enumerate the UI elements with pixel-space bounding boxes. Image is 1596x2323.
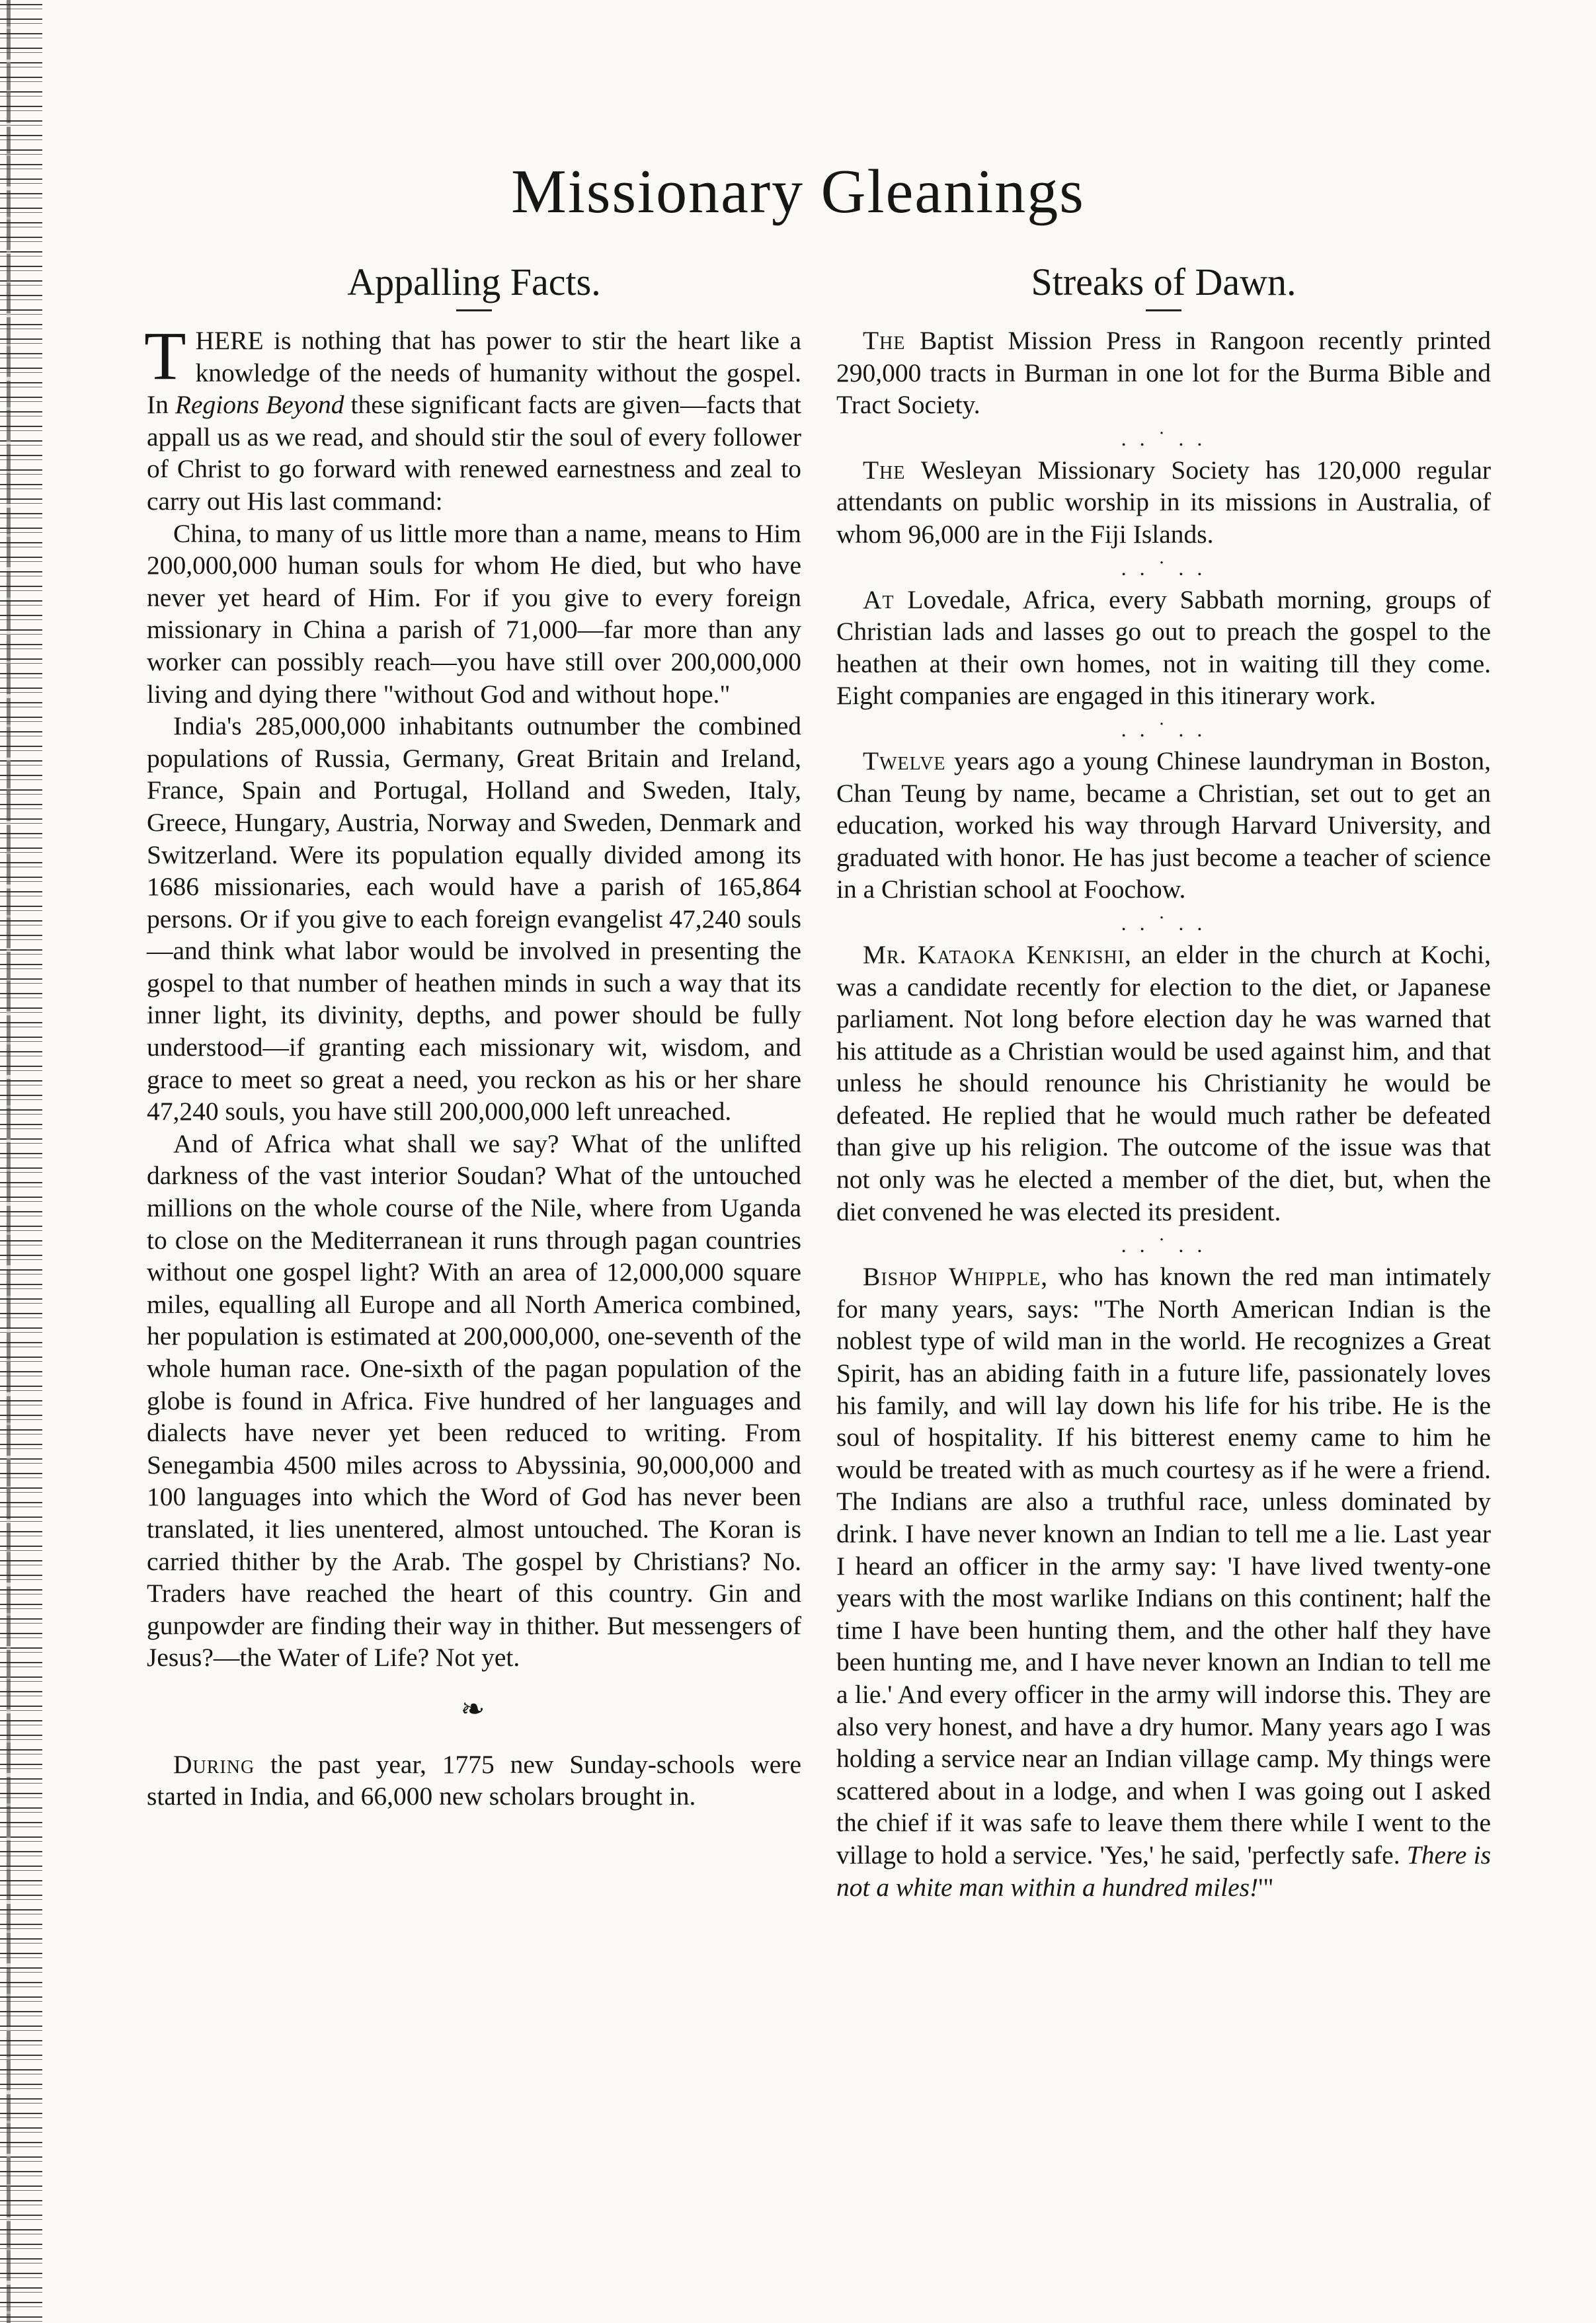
lead-word: Mr. Kataoka Kenkishi bbox=[863, 939, 1125, 969]
separator-dots: . . ˙ . . bbox=[1121, 1233, 1207, 1257]
separator-dots: . . ˙ . . bbox=[1121, 426, 1207, 450]
page-title: Missionary Gleanings bbox=[511, 157, 1085, 226]
paragraph-africa: And of Africa what shall we say? What of the unlifted darkness of the vast interior Soudan? What of the untouched millions on the whole course of the Nile, where from Uganda to close on the Mediterranean it runs through pagan countries without one gospel light? With an area of 12,000,000 square miles, equalling all Europe and all North America combined, her population is estimated at 200,000,000, one-seventh of the whole human race. One-sixth of the pagan population of the globe is found in Africa. Five hundred of her languages and dialects have never yet been reduced to writing. From Senegambia 4500 miles across to Abyssinia, 90,000,000 and 100 languages into which the Word of God has never been translated, it lies unentered, almost untouched. The Koran is carried thither by the Arab. The gospel by Christians? No. Traders have reached the heart of this country. Gin and gunpowder are finding their way in thither. But messengers of Jesus?—the Water of Life? Not yet. bbox=[147, 1128, 801, 1673]
separator-dots: . . ˙ . . bbox=[1121, 910, 1207, 935]
whipple-italic: There is not a white man within a hundred miles! bbox=[836, 1840, 1491, 1902]
lovedale-text: Lovedale, Africa, every Sabbath morning, groups of Christian lads and lasses go out to preach the gospel to the heathen at their own homes, not in waiting till they come. Eight companies are engaged in this itinerary work. bbox=[836, 584, 1491, 711]
paragraph-chan-teung bbox=[836, 745, 1491, 906]
rangoon-text: Baptist Mission Press in Rangoon recently printed 290,000 tracts in Burman in one lot for the Burma Bible and Tract Society. bbox=[836, 326, 1491, 420]
paragraph-kataoka bbox=[836, 939, 1491, 1228]
paragraph-intro bbox=[144, 318, 802, 518]
heading-rule bbox=[1146, 309, 1181, 311]
intro-italic: Regions Beyond bbox=[175, 390, 344, 420]
sunday-schools-text: the past year, 1775 new Sunday-schools were started in India, and 66,000 new scholars brought in. bbox=[147, 1749, 801, 1811]
wesleyan-text: Wesleyan Missionary Society has 120,000 regular attendants on public worship in its missions in Australia, of whom 96,000 are in the Fiji Islands. bbox=[836, 455, 1491, 549]
whipple-text: , who has known the red man intimately for many years, says: "The North American Indian is the noblest type of wild man in the world. He recognizes a Great Spirit, has an abiding faith in a future life, passionately loves his family, and will lay down his life for his tribe. He is the soul of hospitality. If his bitterest enemy came to him he would be treated with as much courtesy as if he were a friend. The Indians are also a truthful race, unless dominated by drink. I have never known an Indian to tell me a lie. Last year I heard an officer in the army say: 'I have lived twenty-one years with the most warlike Indians on this continent; half the time I have been hunting them, and the other half they have been hunting me, and I have never known an Indian to tell me a lie.' And every officer in the army will indorse this. They are also very honest, and have a dry humor. Many years ago I was holding a service near an Indian village camp. My things were scattered about in a lodge, and when I was going out I asked the chief if it was safe to leave them there while I went to the village to hold a service. 'Yes,' he said, 'perfectly safe. bbox=[836, 1262, 1491, 1870]
paragraph-rangoon bbox=[836, 325, 1491, 421]
heading-rule bbox=[456, 309, 492, 311]
whipple-end: '" bbox=[1258, 1872, 1274, 1902]
paragraph-india: India's 285,000,000 inhabitants outnumber the combined populations of Russia, Germany, Great Britain and Ireland, France, Spain and Portugal, Holland and Sweden, Italy, Greece, Hungary, Austria, Norway and Sweden, Denmark and Switzerland. Were its population equally divided among its 1686 missionaries, each would have a parish of 165,864 persons. Or if you give to each foreign evangelist 47,240 souls—and think what labor would be involved in presenting the gospel to that number of heathen minds in such a way that its inner light, its divinity, depths, and power should be fully understood—if granting each missionary wit, wisdom, and grace to meet so great a need, you reckon as his or her share 47,240 souls, you have still 200,000,000 left unreached. bbox=[147, 711, 801, 1126]
left-column bbox=[144, 259, 802, 1813]
separator-dots: . . ˙ . . bbox=[1121, 555, 1207, 580]
lead-word: Bishop Whipple bbox=[863, 1262, 1041, 1292]
paragraph-whipple bbox=[836, 1261, 1491, 1903]
ornament-icon: ❧ bbox=[460, 1692, 488, 1725]
heading-streaks-of-dawn: Streaks of Dawn. bbox=[1031, 260, 1297, 303]
paragraph-sunday-schools bbox=[147, 1749, 801, 1813]
lead-word: During bbox=[173, 1749, 255, 1779]
intro-text-a: HERE is nothing that has power to stir the heart like a knowledge of the needs of humanity without the gospel. In bbox=[147, 326, 801, 420]
right-column bbox=[836, 259, 1491, 1903]
paragraph-wesleyan bbox=[836, 454, 1491, 551]
intro-text-b: these significant facts are given—facts that appall us as we read, and should stir the soul of every follower of Christ to go forward with renewed earnestness and zeal to carry out His last command: bbox=[147, 390, 802, 516]
page-edge-binding bbox=[0, 0, 42, 2323]
kataoka-text: , an elder in the church at Kochi, was a candidate recently for election to the diet, or Japanese parliament. Not long before election day he was warned that his attitude as a Christian would be used against him, and that unless he should renounce his Christianity he would be defeated. He replied that he would much rather be defeated than give up his religion. The outcome of the issue was that not only was he elected a member of the diet, but, when the diet convened he was elected its president. bbox=[836, 939, 1491, 1226]
lead-word: Twelve bbox=[863, 746, 946, 775]
paragraph-lovedale bbox=[836, 584, 1491, 712]
chan-teung-text: years ago a young Chinese laundryman in Boston, Chan Teung by name, became a Christian, set out to get an education, worked his way through Harvard University, and graduated with honor. He has just become a teacher of science in a Christian school at Foochow. bbox=[836, 746, 1491, 904]
drop-cap: T bbox=[144, 318, 186, 394]
lead-word: At bbox=[863, 584, 895, 614]
heading-appalling-facts: Appalling Facts. bbox=[347, 260, 601, 303]
separator-dots: . . ˙ . . bbox=[1121, 717, 1207, 741]
lead-word: The bbox=[863, 455, 906, 485]
lead-word: The bbox=[863, 326, 906, 355]
paragraph-china: China, to many of us little more than a name, means to Him 200,000,000 human souls for whom He died, but who have never yet heard of Him. For if you give to every foreign missionary in China a parish of 71,000—far more than any worker can possibly reach—you have still over 200,000,000 living and dying there "without God and without hope." bbox=[147, 518, 801, 709]
